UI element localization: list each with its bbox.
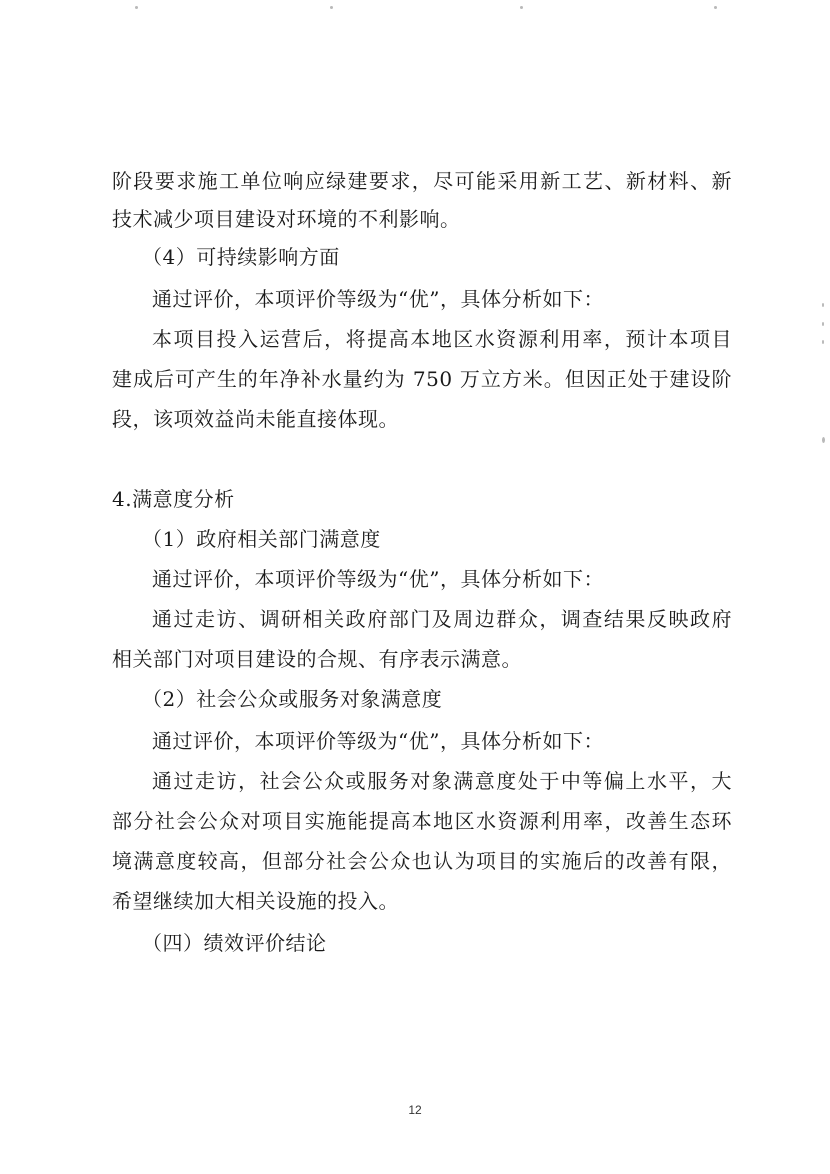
- body-line: 通过走访，社会公众或服务对象满意度处于中等偏上水平，大: [152, 769, 732, 793]
- scan-speck: [330, 6, 333, 9]
- body-line: 段，该项效益尚未能直接体现。: [112, 407, 399, 431]
- body-line: 通过评价，本项评价等级为“优”，具体分析如下：: [152, 729, 604, 753]
- scan-speck: [714, 6, 717, 9]
- scan-speck: [520, 6, 523, 9]
- subsection-heading: （1）政府相关部门满意度: [142, 527, 381, 551]
- scan-speck: [822, 340, 824, 344]
- subsection-heading: （2）社会公众或服务对象满意度: [142, 687, 443, 711]
- body-line: 相关部门对项目建设的合规、有序表示满意。: [112, 647, 522, 671]
- page-number: 12: [408, 1103, 422, 1117]
- body-line: 阶段要求施工单位响应绿建要求，尽可能采用新工艺、新材料、新: [112, 169, 732, 193]
- body-line: 技术减少项目建设对环境的不利影响。: [112, 207, 461, 231]
- scan-speck: [822, 303, 824, 307]
- body-line: 部分社会公众对项目实施能提高本地区水资源利用率，改善生态环: [112, 809, 732, 833]
- section-heading: （四）绩效评价结论: [142, 931, 327, 955]
- subsection-heading: （4）可持续影响方面: [142, 245, 340, 269]
- scan-speck: [822, 437, 825, 443]
- body-line: 通过走访、调研相关政府部门及周边群众，调查结果反映政府: [152, 607, 732, 631]
- scan-speck: [135, 6, 138, 9]
- scan-speck: [822, 322, 824, 326]
- body-line: 希望继续加大相关设施的投入。: [112, 889, 399, 913]
- section-heading: 4.满意度分析: [112, 487, 235, 511]
- body-line: 建成后可产生的年净补水量约为 750 万立方米。但因正处于建设阶: [112, 367, 732, 391]
- body-line: 通过评价，本项评价等级为“优”，具体分析如下：: [152, 287, 604, 311]
- body-line: 境满意度较高，但部分社会公众也认为项目的实施后的改善有限，: [112, 849, 732, 873]
- body-line: 本项目投入运营后，将提高本地区水资源利用率，预计本项目: [152, 327, 732, 351]
- body-line: 通过评价，本项评价等级为“优”，具体分析如下：: [152, 567, 604, 591]
